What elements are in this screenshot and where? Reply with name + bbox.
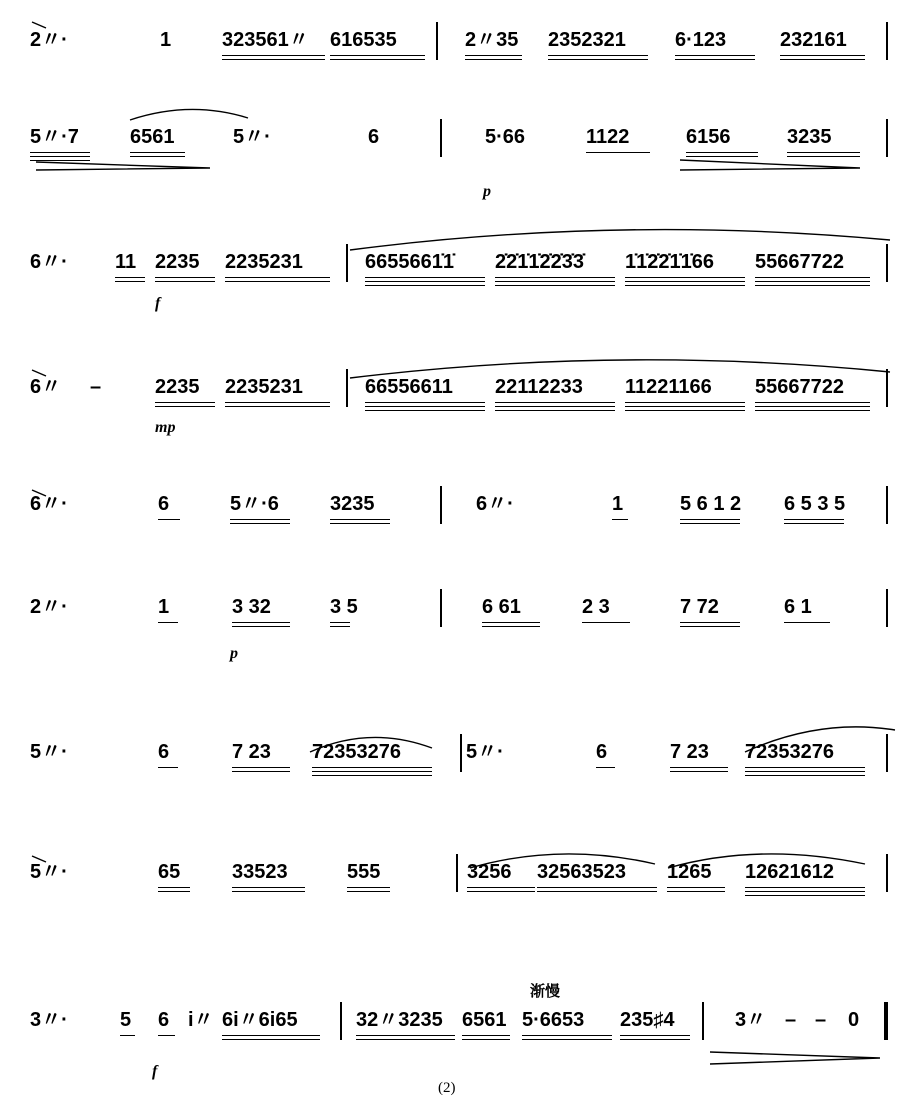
notation-group: 5 6 1 2 [680, 493, 742, 515]
notation-group: 12621612 [745, 861, 834, 883]
notation-group: 5〃·7 [30, 126, 79, 148]
notation-group: 3〃· [30, 1009, 68, 1031]
slur [745, 727, 895, 752]
notation-group: 7 23 [232, 741, 271, 763]
notation-group: 33523 [232, 861, 288, 883]
notation-group: 1 [612, 493, 624, 515]
notation-group: 5·6653 [522, 1009, 585, 1031]
notation-group: 11221166 [625, 376, 712, 398]
notation-group: i〃 [188, 1009, 214, 1031]
notation-group: 3 5 [330, 596, 358, 618]
notation-group: 5〃·6 [230, 493, 279, 515]
notation-group: 2235 [155, 376, 200, 398]
tempo-marking: 渐慢 [530, 982, 561, 1000]
accent [32, 22, 46, 862]
slur [668, 854, 865, 868]
notation-group: 616535 [330, 29, 397, 51]
slur [470, 854, 655, 868]
notation-group: 2〃35 [465, 29, 519, 51]
notation-group: 235♯4 [620, 1009, 675, 1031]
notation-group: 6·123 [675, 29, 727, 51]
notation-group: 5〃· [233, 126, 271, 148]
notation-group: 1122 [586, 126, 630, 148]
notation-group: – [90, 376, 102, 398]
notation-group: 3235 [787, 126, 832, 148]
notation-group: 72353276 [312, 741, 401, 763]
notation-group: 5〃· [30, 861, 68, 883]
notation-group: 6561 [130, 126, 175, 148]
notation-group: 5〃· [466, 741, 504, 763]
notation-group: 6 [596, 741, 608, 763]
notation-group: 55667722 [755, 376, 844, 398]
slur [310, 737, 432, 752]
notation-group: 3 32 [232, 596, 271, 618]
notation-group: 2〃· [30, 29, 68, 51]
notation-group: 6 [158, 1009, 170, 1031]
notation-group: 6 [368, 126, 380, 148]
dynamic-marking: p [483, 183, 491, 200]
notation-group: 32563523 [537, 861, 626, 883]
hairpin [710, 1052, 880, 1064]
notation-group: 323561〃 [222, 29, 309, 51]
notation-group: 0 [848, 1009, 860, 1031]
notation-group: 3〃 [735, 1009, 767, 1031]
dynamic-marking: mp [155, 419, 176, 436]
notation-group: 11 [115, 251, 137, 273]
notation-group: 1265 [667, 861, 712, 883]
notation-group: – [815, 1009, 827, 1031]
notation-group: 6 1 [784, 596, 812, 618]
dynamic-marking: f [155, 295, 161, 312]
notation-group: 55667722 [755, 251, 844, 273]
notation-group: 1̇1̇2̇2̇1̇1̇66 [625, 251, 714, 273]
notation-group: 2235 [155, 251, 200, 273]
notation-group: 555 [347, 861, 381, 883]
slur [350, 230, 890, 250]
notation-group: 6 5 3 5 [784, 493, 846, 515]
notation-group: 3235 [330, 493, 375, 515]
notation-group: 6〃· [30, 251, 68, 273]
notation-group: 2235231 [225, 251, 303, 273]
notation-group: 5·66 [485, 126, 526, 148]
notation-group: 6655661̇1̇ [365, 251, 454, 273]
notation-group: 6 [158, 741, 170, 763]
notation-group: 1 [158, 596, 170, 618]
notation-group: 6〃· [30, 493, 68, 515]
notation-group: 5 [120, 1009, 132, 1031]
dynamic-marking: p [230, 645, 238, 662]
notation-group: 66556611 [365, 376, 453, 398]
notation-group: 32〃3235 [356, 1009, 443, 1031]
notation-group: 22112233 [495, 376, 583, 398]
hairpin [36, 162, 210, 170]
notation-group: 2〃· [30, 596, 68, 618]
notation-group: – [785, 1009, 797, 1031]
slur [350, 360, 890, 378]
notation-group: 6〃· [476, 493, 514, 515]
notation-group: 7 72 [680, 596, 719, 618]
notation-group: 2̇2̇1̇1̇2̇2̇3̇3̇ [495, 251, 584, 273]
notation-group: 2235231 [225, 376, 303, 398]
notation-group: 1 [160, 29, 172, 51]
notation-group: 72353276 [745, 741, 834, 763]
notation-group: 6〃 [30, 376, 62, 398]
notation-group: 6 61 [482, 596, 521, 618]
notation-group: 6156 [686, 126, 731, 148]
dynamic-marking: f [152, 1063, 158, 1080]
notation-group: 7 23 [670, 741, 709, 763]
notation-group: 232161 [780, 29, 847, 51]
notation-group: 6i〃6i65 [222, 1009, 298, 1031]
notation-group: 5〃· [30, 741, 68, 763]
notation-group: 6 [158, 493, 170, 515]
notation-group: 3256 [467, 861, 512, 883]
notation-group: 2352321 [548, 29, 626, 51]
slur [130, 109, 248, 120]
hairpin [680, 160, 860, 170]
page-number: (2) [438, 1080, 456, 1096]
notation-group: 6561 [462, 1009, 507, 1031]
notation-group: 2 3 [582, 596, 610, 618]
notation-group: 65 [158, 861, 181, 883]
